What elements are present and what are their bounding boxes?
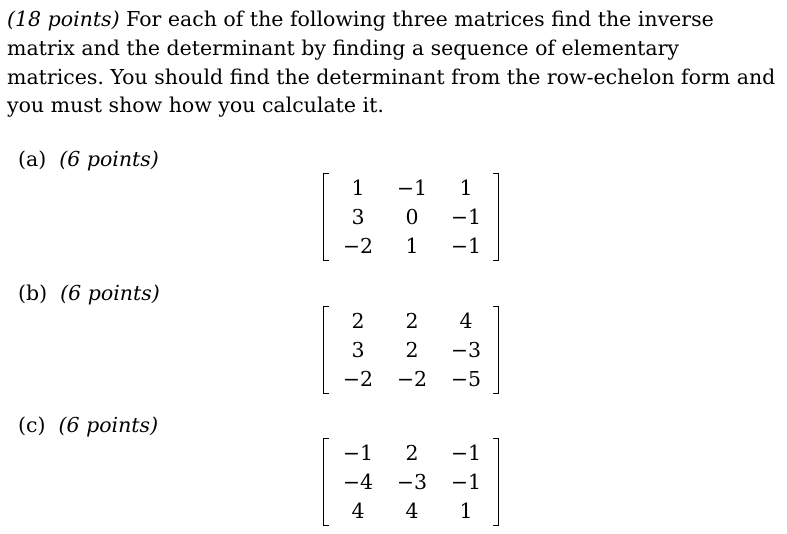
matrix-c-left-bracket (323, 438, 329, 526)
matrix-a-left-bracket (323, 173, 329, 261)
matrix-a (323, 173, 499, 261)
matrix-c-cell: 4 (405, 499, 419, 523)
part-b-points: (6 points) (60, 281, 160, 305)
matrix-b-cell: 2 (405, 338, 419, 362)
matrix-b-cell: −2 (342, 367, 374, 391)
part-c-label: (c) (18, 413, 46, 437)
problem-statement (7, 5, 779, 120)
matrix-b-cell: 4 (459, 309, 473, 333)
matrix-a-cell: 3 (351, 205, 365, 229)
part-a-label: (a) (18, 147, 47, 171)
matrix-b-cell: −2 (396, 367, 428, 391)
matrix-c-cell: −1 (342, 441, 374, 465)
matrix-c-cell: −1 (450, 441, 482, 465)
matrix-a-cell: −1 (450, 234, 482, 258)
matrix-c-cell: −1 (450, 470, 482, 494)
matrix-c (323, 438, 499, 526)
matrix-a-cell: −1 (450, 205, 482, 229)
matrix-a-right-bracket (493, 173, 499, 261)
matrix-b-grid (331, 307, 491, 394)
matrix-b-left-bracket (323, 306, 329, 394)
part-c-points: (6 points) (58, 413, 159, 437)
matrix-b-cell: 2 (351, 309, 365, 333)
part-a-points: (6 points) (59, 147, 159, 171)
matrix-b-cell: 3 (351, 338, 365, 362)
matrix-b-cell: −5 (450, 367, 482, 391)
matrix-c-right-bracket (493, 438, 499, 526)
matrix-c-cell: −3 (396, 470, 428, 494)
problem-text: For each of the following three matrices find the inverse matrix and the determinant by finding a sequence of elementary matrices. You should find the determinant from the row-echelon form and you must show how you calculate it. (7, 7, 776, 118)
matrix-a-cell: 0 (405, 205, 419, 229)
matrix-a-cell: 1 (351, 176, 365, 200)
matrix-c-cell: −4 (342, 470, 374, 494)
matrix-a-cell: −1 (396, 176, 428, 200)
problem-points: (18 points) (7, 7, 120, 31)
part-b-label: (b) (18, 281, 48, 305)
matrix-a-cell: −2 (342, 234, 374, 258)
matrix-c-cell: 2 (405, 441, 419, 465)
part-a-heading (18, 146, 159, 172)
matrix-b-right-bracket (493, 306, 499, 394)
matrix-a-grid (331, 174, 491, 261)
matrix-c-cell: 4 (351, 499, 365, 523)
matrix-a-cell: 1 (405, 234, 419, 258)
part-b-heading (18, 280, 160, 306)
matrix-c-cell: 1 (459, 499, 473, 523)
matrix-c-grid (331, 439, 491, 526)
matrix-a-cell: 1 (459, 176, 473, 200)
part-c-heading (18, 412, 158, 438)
matrix-b (323, 306, 499, 394)
matrix-b-cell: 2 (405, 309, 419, 333)
matrix-b-cell: −3 (450, 338, 482, 362)
